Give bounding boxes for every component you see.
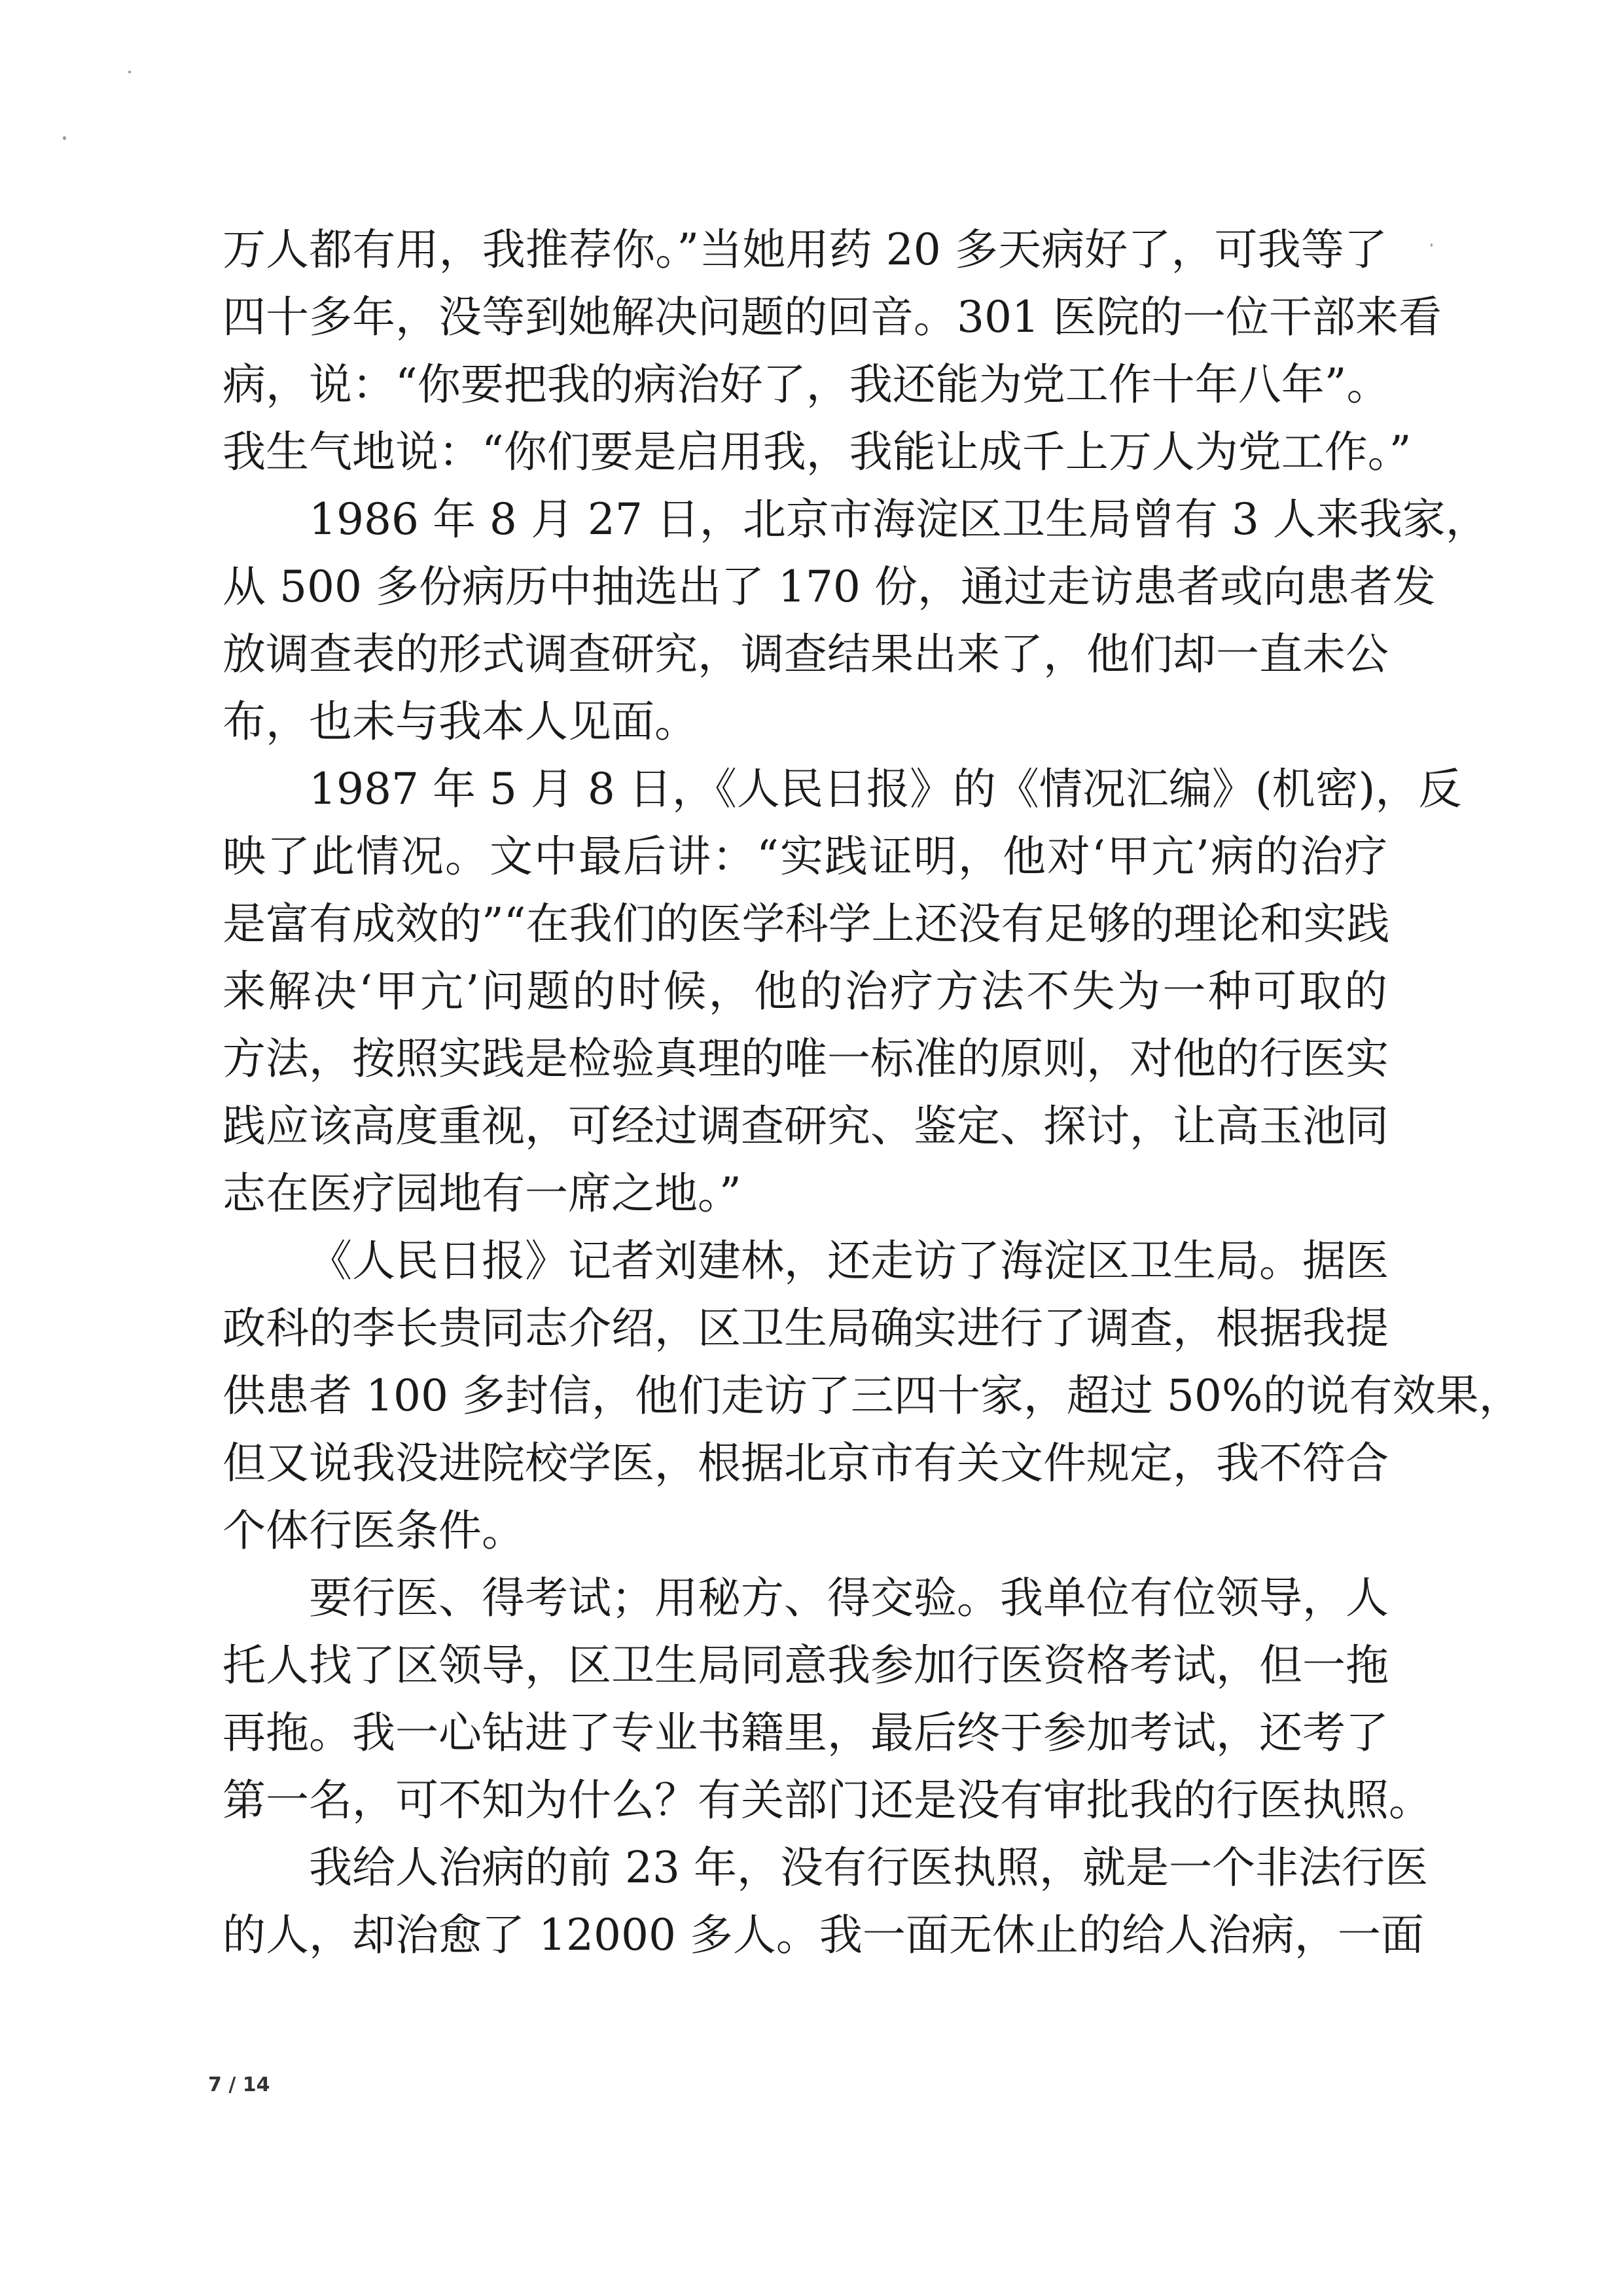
text-line: 志在医疗园地有一席之地。” bbox=[223, 1168, 741, 1219]
text-line: 第一名，可不知为什么？有关部门还是没有审批我的行医执照。 bbox=[223, 1775, 1432, 1825]
text-line: 四十多年，没等到她解决问题的回音。301 医院的一位干部来看 bbox=[223, 292, 1442, 342]
page-number: 7 / 14 bbox=[208, 2073, 270, 2096]
scan-speck bbox=[63, 136, 66, 140]
scan-speck bbox=[1431, 243, 1433, 247]
text-line: 再拖。我一心钻进了专业书籍里，最后终于参加考试，还考了 bbox=[223, 1708, 1389, 1758]
paragraph-first-line: 1987 年 5 月 8 日，《人民日报》的《情况汇编》(机密)，反 bbox=[309, 764, 1462, 814]
text-line: 托人找了区领导，区卫生局同意我参加行医资格考试，但一拖 bbox=[223, 1640, 1389, 1691]
text-line: 的人，却治愈了 12000 多人。我一面无休止的给人治病，一面 bbox=[223, 1910, 1424, 1960]
text-line: 映了此情况。文中最后讲：“实践证明，他对‘甲亢’病的治疗 bbox=[223, 831, 1387, 882]
text-line: 政科的李长贵同志介绍，区卫生局确实进行了调查，根据我提 bbox=[223, 1303, 1389, 1354]
paragraph-first-line: 《人民日报》记者刘建林，还走访了海淀区卫生局。据医 bbox=[309, 1236, 1389, 1286]
body-text bbox=[223, 216, 1522, 1969]
text-line: 放调查表的形式调查研究，调查结果出来了，他们却一直未公 bbox=[223, 629, 1389, 679]
paragraph-first-line: 1986 年 8 月 27 日，北京市海淀区卫生局曾有 3 人来我家， bbox=[309, 494, 1489, 545]
text-line: 是富有成效的”“在我们的医学科学上还没有足够的理论和实践 bbox=[223, 899, 1390, 949]
text-line: 供患者 100 多封信，他们走访了三四十家，超过 50%的说有效果， bbox=[223, 1371, 1522, 1421]
text-line: 我生气地说：“你们要是启用我，我能让成千上万人为党工作。” bbox=[223, 427, 1412, 477]
text-line: 践应该高度重视，可经过调查研究、鉴定、探讨，让高玉池同 bbox=[223, 1101, 1389, 1151]
text-line: 万人都有用，我推荐你。”当她用药 20 多天病好了，可我等了 bbox=[223, 224, 1387, 275]
text-line: 来解决‘甲亢’问题的时候，他的治疗方法不失为一种可取的 bbox=[223, 966, 1387, 1016]
paragraph-first-line: 我给人治病的前 23 年，没有行医执照，就是一个非法行医 bbox=[309, 1842, 1428, 1893]
text-line: 方法，按照实践是检验真理的唯一标准的原则，对他的行医实 bbox=[223, 1033, 1389, 1084]
text-line: 病，说：“你要把我的病治好了，我还能为党工作十年八年”。 bbox=[223, 359, 1390, 410]
text-line: 从 500 多份病历中抽选出了 170 份，通过走访患者或向患者发 bbox=[223, 562, 1436, 612]
text-line: 但又说我没进院校学医，根据北京市有关文件规定，我不符合 bbox=[223, 1438, 1389, 1488]
scan-speck bbox=[128, 71, 131, 73]
text-line: 布，也未与我本人见面。 bbox=[223, 696, 698, 747]
paragraph-first-line: 要行医、得考试；用秘方、得交验。我单位有位领导，人 bbox=[309, 1573, 1389, 1623]
text-line: 个体行医条件。 bbox=[223, 1505, 525, 1556]
